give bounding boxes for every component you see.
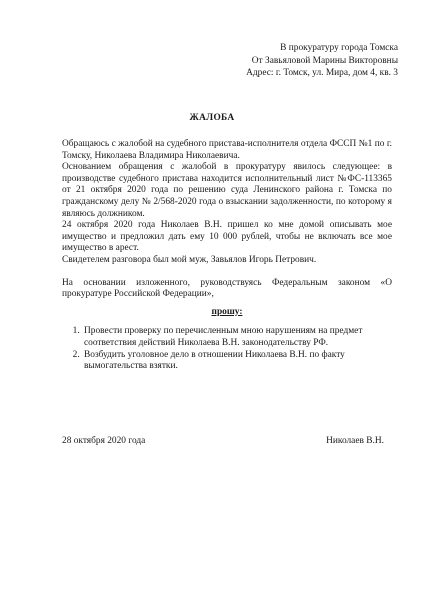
request-item: 2. Возбудить уголовное дело в отношении Николаева В.Н. по факту вымогательства взятки. bbox=[82, 350, 392, 373]
document-footer bbox=[62, 436, 392, 448]
complaint-body bbox=[62, 139, 392, 373]
sender-line: От Завьяловой Марины Викторовны bbox=[251, 55, 398, 66]
basis-paragraph: На основании изложенного, руководствуясь Федеральным законом «О прокуратуре Российской Федерации», bbox=[62, 277, 392, 300]
paragraph: Свидетелем разговора был мой муж, Завьялов Игорь Петрович. bbox=[62, 254, 317, 265]
paragraph: 24 октября 2020 года Николаев В.Н. пришел ко мне домой описывать мое имущество и предложил дать ему 10 000 рублей, чтобы не включать все мое имущество в арест. bbox=[62, 220, 392, 254]
paragraph: Основанием обращения с жалобой в прокуратуру явилось следующее: в производстве судебного пристава находится исполнительный лист №ФС-113365 от 21 октября 2020 года по решению суда Ленинского района г. Томска по гражданскому делу № 2/568-2020 года о взыскании задолженности, по которому я являюсь должником. bbox=[62, 162, 392, 219]
addressee-line: В прокуратуру города Томска bbox=[280, 43, 398, 53]
request-heading: прошу: bbox=[211, 306, 243, 317]
signature-name: Николаев В.Н. bbox=[326, 436, 384, 446]
addressee-block bbox=[246, 42, 398, 80]
request-list bbox=[62, 326, 392, 372]
document-title: ЖАЛОБА bbox=[189, 113, 235, 123]
paragraph: Обращаюсь с жалобой на судебного пристава-исполнителя отдела ФССП №1 по г. Томску, Николаева Владимира Николаевича. bbox=[62, 139, 392, 161]
address-line: Адрес: г. Томск, ул. Мира, дом 4, кв. 3 bbox=[246, 68, 398, 79]
document-date: 28 октября 2020 года bbox=[62, 436, 146, 446]
request-item: 1. Провести проверку по перечисленным мною нарушениям на предмет соответствия действий Николаева В.Н. законодательству РФ. bbox=[82, 326, 392, 349]
